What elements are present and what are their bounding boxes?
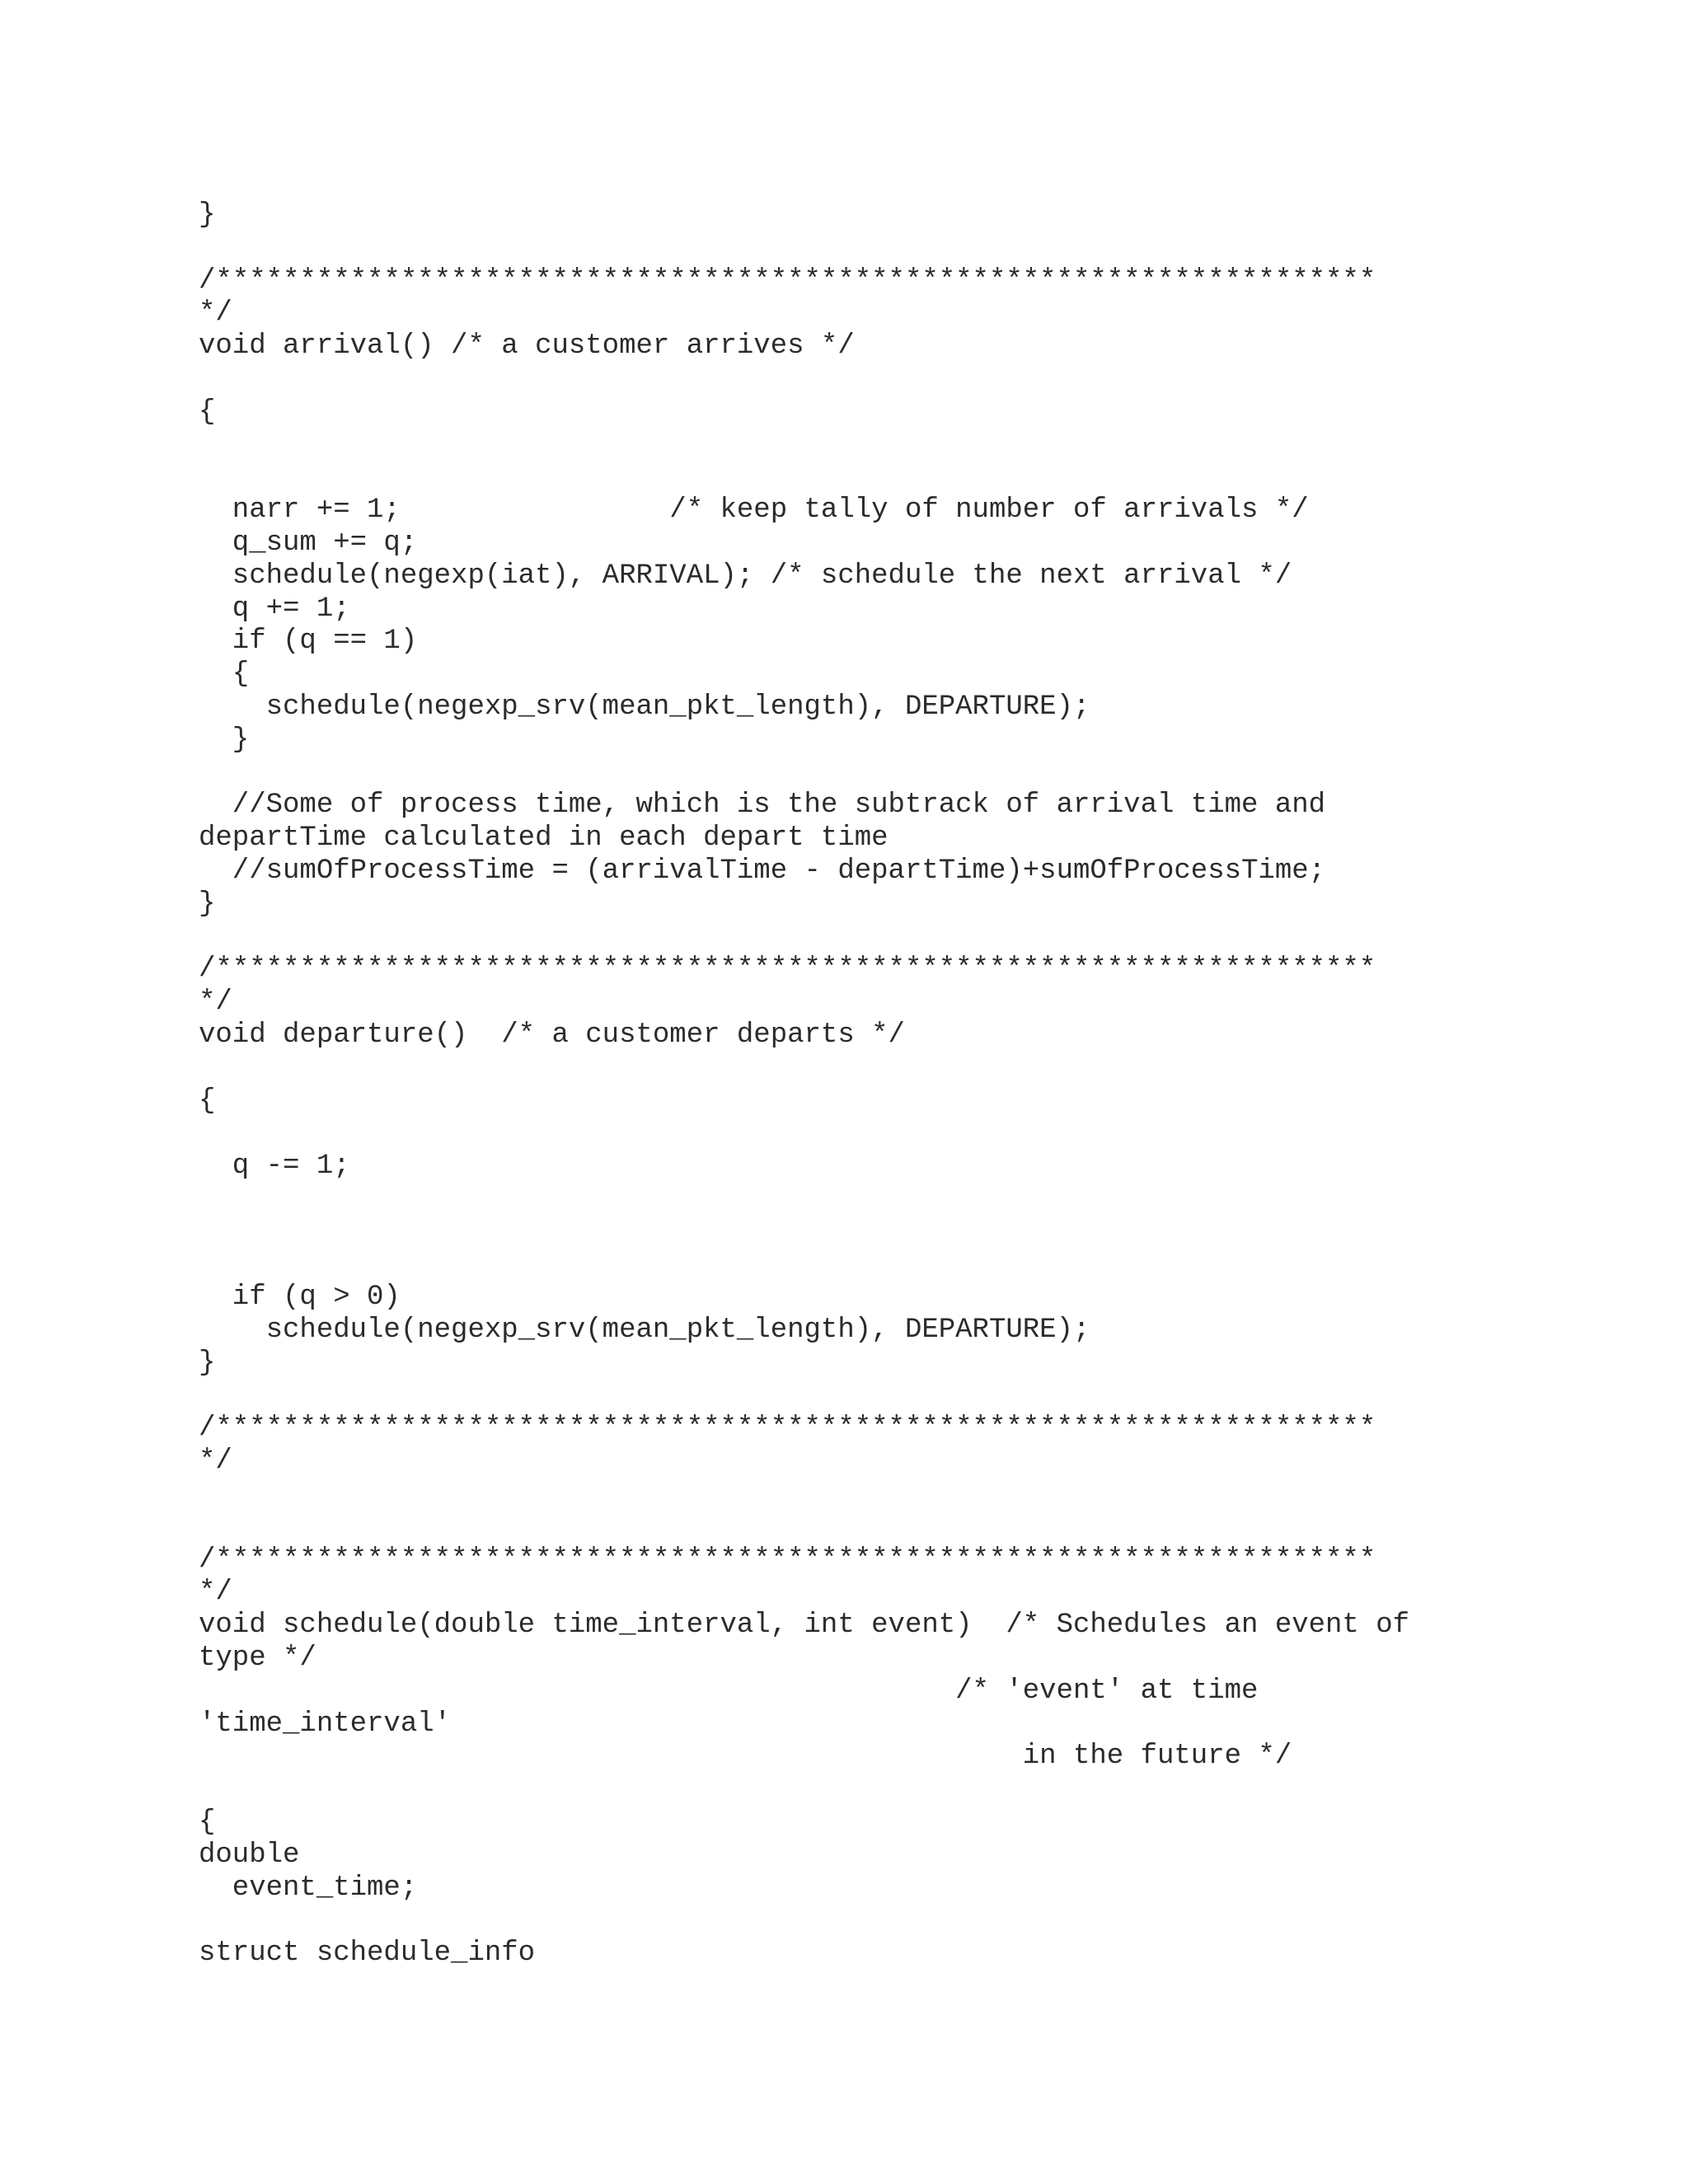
code-line: [199, 1774, 1616, 1807]
code-line: q_sum += q;: [199, 527, 418, 559]
code-line: 'time_interval': [199, 1708, 452, 1740]
code-line: [199, 1479, 1616, 1511]
code-line: [199, 757, 1616, 790]
code-line: /* 'event' at time: [199, 1675, 1259, 1707]
code-line: [199, 1511, 1616, 1544]
code-line: }: [199, 724, 250, 756]
code-line: [199, 232, 1616, 265]
code-line: [199, 1249, 1616, 1282]
code-line: /*********************************************************************: [199, 1544, 1376, 1576]
code-line: type */: [199, 1643, 316, 1675]
code-line: }: [199, 1347, 216, 1379]
code-line: {: [199, 396, 216, 428]
code-line: /*********************************************************************: [199, 265, 1376, 297]
code-line: [199, 1052, 1616, 1085]
code-line: if (q > 0): [199, 1282, 401, 1314]
code-line: [199, 1380, 1616, 1413]
code-line: double: [199, 1839, 300, 1871]
code-line: [199, 429, 1616, 462]
code-line: [199, 1183, 1616, 1216]
code-line: {: [199, 1807, 216, 1839]
code-line: {: [199, 658, 250, 691]
code-line: schedule(negexp(iat), ARRIVAL); /* schedule the next arrival */: [199, 560, 1292, 592]
code-line: [199, 921, 1616, 954]
code-line: event_time;: [199, 1872, 418, 1904]
code-line: schedule(negexp_srv(mean_pkt_length), DEPARTURE);: [199, 691, 1090, 723]
code-line: //sumOfProcessTime = (arrivalTime - departTime)+sumOfProcessTime;: [199, 855, 1326, 887]
code-line: */: [199, 987, 232, 1019]
code-line: departTime calculated in each depart time: [199, 823, 889, 855]
code-line: in the future */: [199, 1741, 1292, 1773]
code-line: q += 1;: [199, 593, 350, 625]
code-line: [199, 1216, 1616, 1249]
code-line: struct schedule_info: [199, 1938, 536, 1970]
code-line: {: [199, 1085, 216, 1117]
code-line: */: [199, 1446, 232, 1478]
code-line: */: [199, 298, 232, 330]
code-line: [199, 1118, 1616, 1151]
code-line: void schedule(double time_interval, int event) /* Schedules an event of: [199, 1610, 1410, 1642]
code-line: narr += 1; /* keep tally of number of arrivals */: [199, 494, 1309, 527]
code-line: }: [199, 888, 216, 920]
code-line: [199, 363, 1616, 396]
code-line: schedule(negexp_srv(mean_pkt_length), DEPARTURE);: [199, 1315, 1090, 1347]
code-line: //Some of process time, which is the subtrack of arrival time and: [199, 790, 1326, 822]
code-line: if (q == 1): [199, 626, 418, 658]
code-listing: [199, 199, 1616, 1971]
code-line: [199, 1905, 1616, 1938]
code-line: void departure() /* a customer departs */: [199, 1019, 905, 1051]
code-line: q -= 1;: [199, 1151, 350, 1183]
code-line: */: [199, 1577, 232, 1609]
code-line: void arrival() /* a customer arrives */: [199, 330, 855, 363]
code-line: /*********************************************************************: [199, 954, 1376, 986]
code-line: /*********************************************************************: [199, 1413, 1376, 1445]
code-line: [199, 462, 1616, 494]
code-line: }: [199, 199, 216, 231]
